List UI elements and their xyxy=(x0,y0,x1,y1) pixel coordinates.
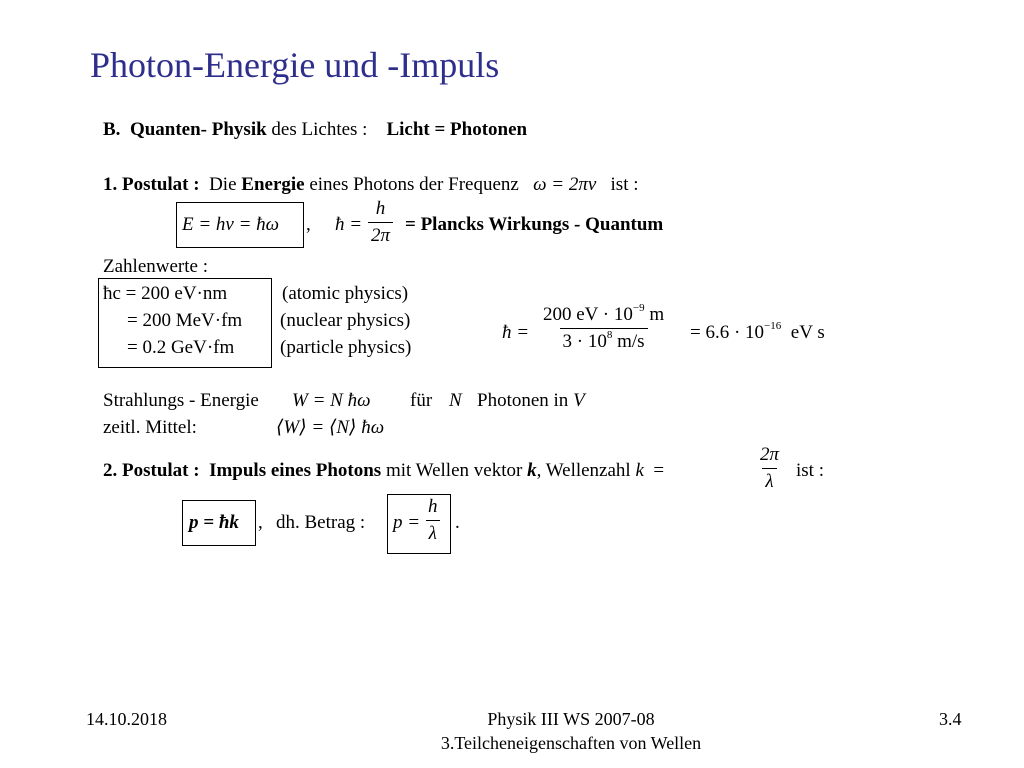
postulat2-k: k xyxy=(635,460,644,481)
footer-page: 3.4 xyxy=(939,709,962,729)
postulat2-bold: Impuls eines Photons xyxy=(209,460,382,481)
mittel-label: zeitl. Mittel: xyxy=(103,417,197,438)
zahlenwerte-row-2-note: (nuclear physics) xyxy=(280,310,411,331)
betrag-period: . xyxy=(455,512,460,533)
footer-date: 14.10.2018 xyxy=(86,709,167,729)
hbar-fraction xyxy=(368,198,393,247)
footer-course-line1: Physik III WS 2007-08 xyxy=(487,709,655,729)
postulat2-eq: = xyxy=(653,460,665,481)
wavenumber-fraction xyxy=(757,444,782,493)
postulat2-k-vector: k xyxy=(527,460,537,481)
betrag-den: λ xyxy=(426,520,440,545)
hbar-numeric-num: 200 eV · $10^{-9}$ m xyxy=(543,302,665,325)
section-b-heading xyxy=(103,119,527,141)
footer-course xyxy=(0,709,1024,754)
postulat1-omega: ω = 2πν xyxy=(533,174,597,195)
betrag-label: dh. Betrag : xyxy=(276,512,366,533)
section-b-label: B. xyxy=(103,119,121,140)
zahlenwerte-row-1-note: (atomic physics) xyxy=(282,283,409,304)
planck-label: = Plancks Wirkungs - Quantum xyxy=(405,214,664,235)
strahlung-rest: Photonen in V xyxy=(477,390,585,411)
postulat1-text2: eines Photons der Frequenz xyxy=(309,174,519,195)
zahlenwerte-row-1-value: ħc = 200 eV·nm xyxy=(103,283,228,304)
postulat1-text1: Die xyxy=(209,174,237,195)
hbar-frac-num: h xyxy=(375,198,386,219)
hbar-numeric-result: = $6.6 \cdot 10^{-16}$ eV s xyxy=(690,320,825,343)
strahlung-n: N xyxy=(449,390,462,411)
footer-course-line2: 3.Teilcheneigenschaften von Wellen xyxy=(440,733,702,753)
hbar-frac-den: 2π xyxy=(368,222,393,247)
energy-comma: , xyxy=(306,214,311,235)
section-b-bold2: Licht = Photonen xyxy=(386,119,528,140)
postulat2-text2: , Wellenzahl xyxy=(536,460,631,481)
postulat1-energie: Energie xyxy=(241,174,305,195)
mittel-formula: ⟨W⟩ = ⟨N⟩ ħω xyxy=(276,417,385,438)
strahlung-label: Strahlungs - Energie xyxy=(103,390,259,411)
betrag-fraction xyxy=(425,496,441,545)
postulat2-text1: mit Wellen vektor xyxy=(385,460,523,481)
zahlenwerte-row-3-value: = 0.2 GeV·fm xyxy=(127,337,235,358)
hbar-numeric-fraction xyxy=(540,304,667,353)
strahlung-formula: W = N ħω xyxy=(292,390,371,411)
postulat2-label: 2. Postulat : xyxy=(103,460,200,481)
strahlung-fuer: für xyxy=(410,390,433,411)
wavenumber-num: 2π xyxy=(760,444,780,465)
section-b-plain: des Lichtes : xyxy=(271,119,368,140)
postulat1-ist: ist : xyxy=(610,174,639,195)
zahlenwerte-row-2-value: = 200 MeV·fm xyxy=(127,310,243,331)
zahlenwerte-heading: Zahlenwerte : xyxy=(103,256,208,277)
hbar-lhs: ħ = xyxy=(335,214,363,235)
section-b-bold1: Quanten- Physik xyxy=(129,119,267,140)
postulat2-line xyxy=(103,460,664,482)
hbar-numeric-lhs: ħ = xyxy=(502,322,530,343)
betrag-p: p = xyxy=(393,512,421,533)
wavenumber-den: λ xyxy=(762,468,776,493)
page-title: Photon-Energie und -Impuls xyxy=(90,45,500,85)
hbar-numeric-den: $3 \cdot 10^8$ m/s xyxy=(560,328,648,353)
postulat1-line xyxy=(103,174,639,196)
postulat1-label: 1. Postulat : xyxy=(103,174,200,195)
betrag-num: h xyxy=(428,496,438,517)
momentum-comma: , xyxy=(258,512,263,533)
postulat2-ist: ist : xyxy=(796,460,824,481)
momentum-formula: p = ħk xyxy=(189,512,239,533)
zahlenwerte-row-3-note: (particle physics) xyxy=(280,337,412,358)
energy-formula: E = hν = ħω xyxy=(182,214,280,235)
